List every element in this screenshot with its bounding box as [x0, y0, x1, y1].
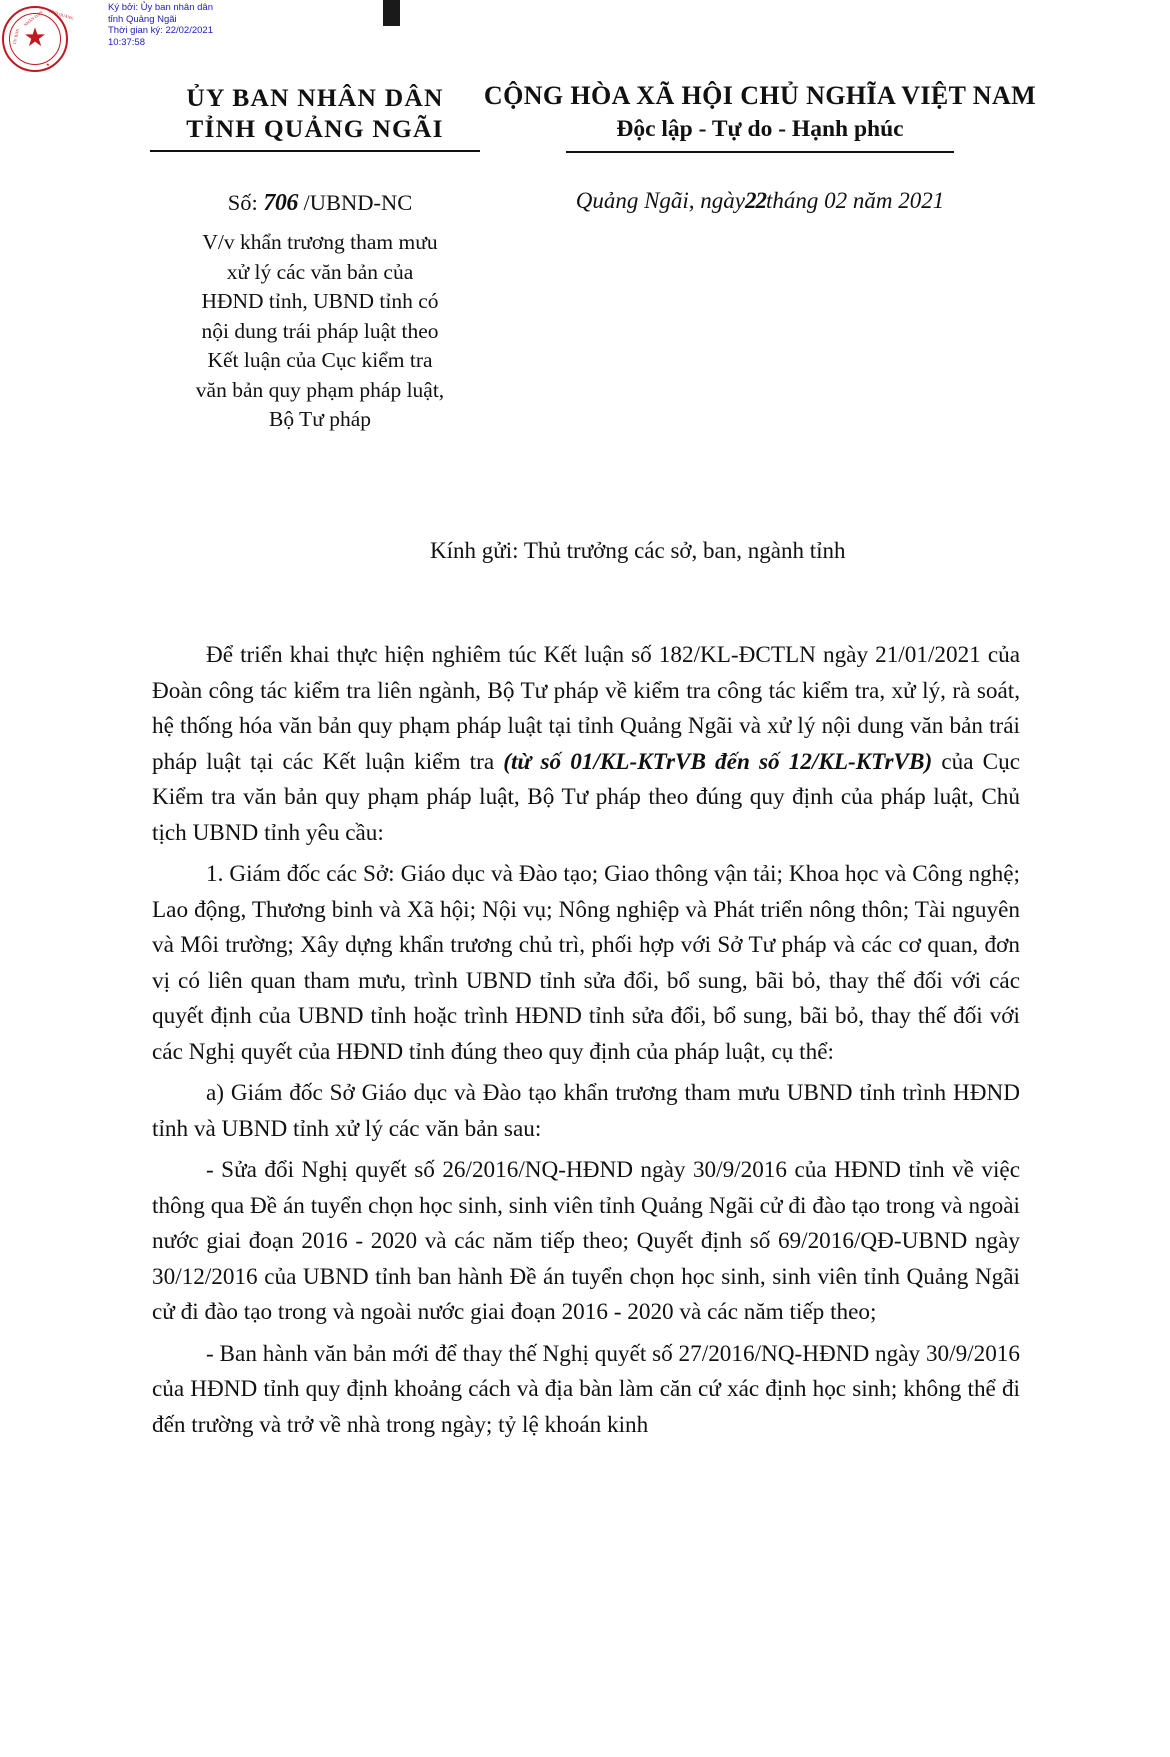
document-number-suffix: /UBND-NC [303, 190, 413, 215]
subject-line-5: Kết luận của Cục kiểm tra [207, 348, 433, 372]
recipient-value: Thủ trưởng các sở, ban, ngành tỉnh [523, 538, 846, 563]
body-paragraph-1-part-a: Để triển khai thực hiện nghiêm túc Kết luận số 182/KL-ĐCTLN ngày 21/01/2021 của Đoàn công tác kiểm tra liên ngành, Bộ Tư pháp về kiểm tra công tác kiểm tra, xử lý, rà soát, hệ thống hóa văn bản quy phạm pháp luật tại tỉnh Quảng Ngãi và xử lý nội dung văn bản trái pháp luật tại các Kết luận kiểm tra [152, 642, 1020, 775]
emblem-arc-text: ỦY BAN NHÂN DÂN ★ TỈNH QUẢNG [11, 8, 75, 68]
scan-artifact-mark [383, 0, 400, 26]
document-body [152, 638, 1020, 1449]
national-motto: Độc lập - Tự do - Hạnh phúc [616, 116, 904, 142]
body-paragraph-3: a) Giám đốc Sở Giáo dục và Đào tạo khẩn trương tham mưu UBND tỉnh trình HĐND tỉnh và UBND tỉnh xử lý các văn bản sau: [152, 1080, 1020, 1142]
place-date-line [480, 188, 1040, 214]
subject-line-3: HĐND tỉnh, UBND tỉnh có [201, 289, 439, 313]
issuing-authority-divider [150, 150, 480, 152]
body-paragraph-5: - Ban hành văn bản mới để thay thế Nghị quyết số 27/2016/NQ-HĐND ngày 30/9/2016 của HĐND tỉnh quy định khoảng cách và địa bàn làm căn cứ xác định học sinh; không thể đi đến trường và trở về nhà trong ngày; tỷ lệ khoán kinh [152, 1340, 1020, 1438]
subject-line-6: văn bản quy phạm pháp luật, [195, 377, 445, 402]
body-paragraph-4: - Sửa đổi Nghị quyết số 26/2016/NQ-HĐND ngày 30/9/2016 của HĐND tỉnh về việc thông qua Đề án tuyển chọn học sinh, sinh viên tỉnh Quảng Ngãi cử đi đào tạo trong và ngoài nước giai đoạn 2016 - 2020 và các năm tiếp theo; Quyết định số 69/2016/QĐ-UBND ngày 30/12/2016 của UBND tỉnh ban hành Đề án tuyển chọn học sinh, sinh viên tỉnh Quảng Ngãi cử đi đào tạo trong và ngoài nước giai đoạn 2016 - 2020 và các năm tiếp theo; [152, 1157, 1020, 1325]
body-paragraph-2: 1. Giám đốc các Sở: Giáo dục và Đào tạo; Giao thông vận tải; Khoa học và Công nghệ; Lao động, Thương binh và Xã hội; Nội vụ; Nông nghiệp và Phát triển nông thôn; Tài nguyên và Môi trường; Xây dựng khẩn trương chủ trì, phối hợp với Sở Tư pháp và các cơ quan, đơn vị có liên quan tham mưu, trình UBND tỉnh sửa đổi, bổ sung, bãi bỏ, thay thế đối với các quyết định của UBND tỉnh hoặc trình HĐND tỉnh sửa đổi, bổ sung, bãi bỏ, thay thế đối với các Nghị quyết của HĐND tỉnh đúng theo quy định của pháp luật, cụ thể: [152, 861, 1020, 1065]
subject-line-4: nội dung trái pháp luật theo [201, 318, 439, 343]
signature-line-1: Ký bởi: Ủy ban nhân dân [108, 2, 213, 13]
issuing-authority-line2: TỈNH QUẢNG NGÃI [186, 114, 444, 143]
signature-line-3: Thời gian ký: 22/02/2021 [108, 25, 213, 36]
issuing-authority-line1: ỦY BAN NHÂN DÂN [186, 83, 444, 112]
date-day-value: 22 [745, 188, 767, 213]
issuing-authority-block [150, 82, 480, 152]
emblem-star-icon: ★ [23, 22, 47, 52]
body-paragraph-1-citation: (từ số 01/KL-KTrVB đến số 12/KL-KTrVB) [503, 748, 933, 775]
signature-info-text [108, 2, 258, 48]
document-number-value: 706 [263, 190, 298, 216]
document-number-prefix: Số: [227, 190, 258, 215]
signature-line-4: 10:37:58 [108, 36, 145, 48]
body-paragraph-1 [152, 638, 1020, 851]
subject-line-7: Bộ Tư pháp [268, 407, 372, 431]
digital-signature-stamp [0, 0, 213, 72]
national-emblem-icon [2, 6, 75, 72]
national-motto-divider [566, 151, 954, 153]
subject-line-2: xử lý các văn bản của [226, 259, 414, 284]
subject-line-1: V/v khẩn trương tham mưu [202, 230, 438, 254]
document-header [0, 74, 1170, 204]
signature-line-2: tỉnh Quảng Ngãi [108, 13, 177, 25]
place-date-prefix: Quảng Ngãi, ngày [575, 188, 746, 213]
recipient-line [430, 538, 846, 564]
national-heading-block [480, 80, 1040, 153]
document-number-line [150, 190, 490, 217]
place-date-suffix: tháng 02 năm 2021 [766, 188, 945, 213]
document-subject [160, 228, 480, 435]
recipient-label: Kính gửi: [430, 538, 519, 563]
national-title: CỘNG HÒA XÃ HỘI CHỦ NGHĨA VIỆT NAM [483, 81, 1037, 110]
body-paragraph-1-part-b: của Cục Kiểm tra văn bản quy phạm pháp luật, Bộ Tư pháp theo đúng quy định của pháp luật, Chủ tịch UBND tỉnh yêu cầu: [152, 748, 1020, 846]
